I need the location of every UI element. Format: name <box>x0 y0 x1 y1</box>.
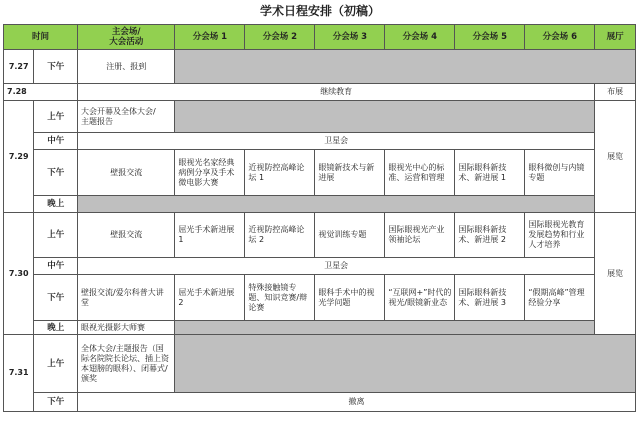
period-label: 晚上 <box>34 196 78 213</box>
date-728: 7.28 <box>4 84 78 101</box>
date-730: 7.30 <box>4 213 34 335</box>
cell-empty <box>78 196 595 213</box>
cell-sub3: 眼科手术中的视光学问题 <box>315 275 385 321</box>
header-sub5: 分会场 5 <box>455 25 525 50</box>
cell-main: 全体大会/主题报告（国际名院院长论坛、插上资本翅膀的眼科）、闭幕式/颁奖 <box>78 335 175 393</box>
row-730-noon <box>4 258 636 275</box>
period-label: 下午 <box>34 150 78 196</box>
cell-span: 继续教育 <box>78 84 595 101</box>
cell-sub6: “假期高峰”管理经验分享 <box>525 275 595 321</box>
period-label: 中午 <box>34 133 78 150</box>
row-730-morning <box>4 213 636 258</box>
cell-main: 眼视光摄影大师赛 <box>78 321 175 335</box>
cell-sub4: 国际眼视光产业领袖论坛 <box>385 213 455 258</box>
page-title: 学术日程安排（初稿） <box>259 4 380 18</box>
date-729: 7.29 <box>4 101 34 213</box>
header-sub2: 分会场 2 <box>245 25 315 50</box>
cell-empty <box>175 321 595 335</box>
row-729-afternoon <box>4 150 636 196</box>
row-727-afternoon <box>4 50 636 84</box>
cell-sub4: 眼视光中心的标准、运营和管理 <box>385 150 455 196</box>
row-729-evening <box>4 196 636 213</box>
cell-empty <box>175 50 636 84</box>
header-main-venue: 主会场/ 大会活动 <box>78 25 175 50</box>
cell-sub2: 近视防控高峰论坛 1 <box>245 150 315 196</box>
cell-main: 壁报交流/爱尔科普大讲堂 <box>78 275 175 321</box>
cell-sub4: “互联网+”时代的视光/眼镜新业态 <box>385 275 455 321</box>
cell-sub1: 眼视光名家经典病例分享及手术微电影大赛 <box>175 150 245 196</box>
cell-main: 壁报交流 <box>78 213 175 258</box>
period-label: 中午 <box>34 258 78 275</box>
header-sub1: 分会场 1 <box>175 25 245 50</box>
period-label: 上午 <box>34 213 78 258</box>
cell-hall: 展览 <box>595 101 636 213</box>
header-sub6: 分会场 6 <box>525 25 595 50</box>
cell-hall: 布展 <box>595 84 636 101</box>
header-sub3: 分会场 3 <box>315 25 385 50</box>
row-730-evening <box>4 321 636 335</box>
row-730-afternoon <box>4 275 636 321</box>
cell-sub3: 眼镜新技术与新进展 <box>315 150 385 196</box>
cell-main: 大会开幕及全体大会/ 主题报告 <box>78 101 175 133</box>
period-label: 下午 <box>34 275 78 321</box>
cell-sub6: 眼科微创与内镜专题 <box>525 150 595 196</box>
period-label: 下午 <box>34 393 78 412</box>
cell-sub6: 国际眼视光教育发展趋势和行业人才培养 <box>525 213 595 258</box>
schedule-table <box>3 24 636 412</box>
cell-sub5: 国际眼科新技术、新进展 1 <box>455 150 525 196</box>
row-729-noon <box>4 133 636 150</box>
cell-span: 卫星会 <box>78 258 595 275</box>
row-729-morning <box>4 101 636 133</box>
period-label: 上午 <box>34 101 78 133</box>
header-hall: 展厅 <box>595 25 636 50</box>
header-row <box>4 25 636 50</box>
row-728 <box>4 84 636 101</box>
date-731: 7.31 <box>4 335 34 412</box>
cell-sub3: 视觉训练专题 <box>315 213 385 258</box>
cell-sub5: 国际眼科新技术、新进展 2 <box>455 213 525 258</box>
cell-main: 注册、报到 <box>78 50 175 84</box>
cell-span: 卫星会 <box>78 133 595 150</box>
cell-sub5: 国际眼科新技术、新进展 3 <box>455 275 525 321</box>
cell-sub2: 特殊接触镜专题、知识竞赛/辩论赛 <box>245 275 315 321</box>
period-label: 上午 <box>34 335 78 393</box>
cell-sub1: 屈光手术新进展 2 <box>175 275 245 321</box>
cell-hall: 展览 <box>595 213 636 335</box>
cell-sub2: 近视防控高峰论坛 2 <box>245 213 315 258</box>
cell-empty <box>175 335 636 393</box>
cell-empty <box>175 101 595 133</box>
period-label: 下午 <box>34 50 78 84</box>
row-731-morning <box>4 335 636 393</box>
header-sub4: 分会场 4 <box>385 25 455 50</box>
cell-span: 撤离 <box>78 393 636 412</box>
date-727: 7.27 <box>4 50 34 84</box>
cell-main: 壁报交流 <box>78 150 175 196</box>
header-time: 时间 <box>4 25 78 50</box>
cell-sub1: 屈光手术新进展 1 <box>175 213 245 258</box>
period-label: 晚上 <box>34 321 78 335</box>
row-731-afternoon <box>4 393 636 412</box>
